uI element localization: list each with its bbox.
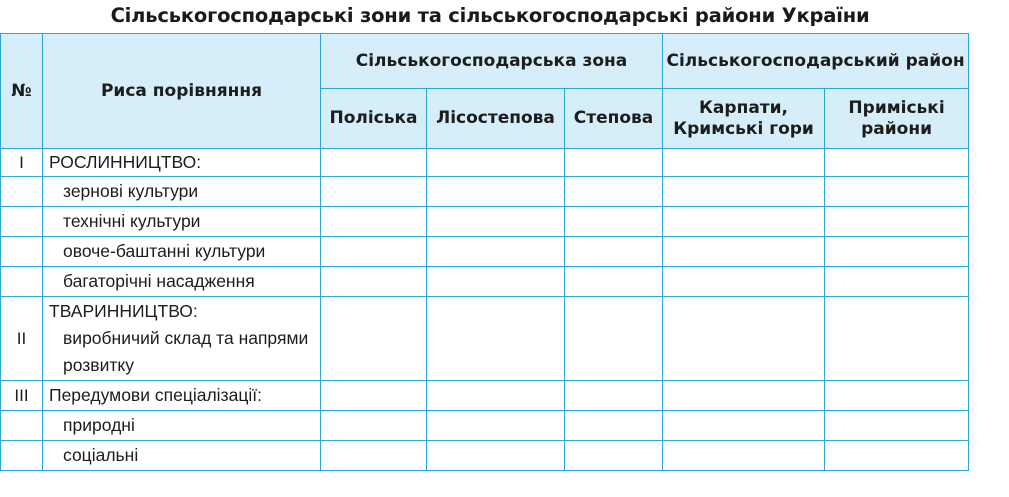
table-cell [427,297,565,381]
table-cell [663,297,825,381]
table-row [1,207,969,237]
row-label-group [43,297,321,381]
table-cell [321,381,427,411]
row-number [1,441,43,471]
header-col-carpathians-crimea: Карпати, Кримські гори [663,89,825,149]
table-cell [825,297,969,381]
row-number [1,237,43,267]
table-cell [427,267,565,297]
row-label: Передумови спеціалізації: [43,381,321,411]
row-number [1,207,43,237]
table-cell [825,237,969,267]
table-cell [663,381,825,411]
table-cell [825,441,969,471]
table-cell [565,237,663,267]
table-cell [663,267,825,297]
table-cell [663,237,825,267]
table-cell [427,237,565,267]
table-cell [321,207,427,237]
table-cell [427,177,565,207]
table-cell [321,441,427,471]
table-row [1,441,969,471]
table-cell [321,237,427,267]
table-row [1,297,969,381]
row-sublabel: виробничий склад та напрями розвитку [63,328,309,375]
table-cell [825,411,969,441]
table-cell [663,207,825,237]
header-number: № [1,34,43,149]
table-cell [565,207,663,237]
table-cell [427,381,565,411]
table-row [1,149,969,177]
header-col-polissia: Поліська [321,89,427,149]
row-label: технічні культури [43,207,321,237]
table-cell [825,381,969,411]
row-label: природні [43,411,321,441]
row-number [1,411,43,441]
table-cell [825,207,969,237]
table-cell [321,267,427,297]
page-title: Сільськогосподарські зони та сільськогосподарські райони України [110,4,870,27]
row-label: РОСЛИННИЦТВО: [43,149,321,177]
table-cell [663,441,825,471]
table-row [1,267,969,297]
row-label: овоче-баштанні культури [43,237,321,267]
table-cell [825,149,969,177]
table-cell [427,441,565,471]
table-cell [565,411,663,441]
table-row [1,411,969,441]
row-number [1,267,43,297]
table-cell [427,411,565,441]
table-cell [565,149,663,177]
table-cell [427,149,565,177]
table-cell [565,177,663,207]
table-cell [565,381,663,411]
row-label: соціальні [43,441,321,471]
header-col-suburban: Приміські райони [825,89,969,149]
header-row-top [1,34,969,89]
row-number: III [1,381,43,411]
table-cell [663,149,825,177]
table-cell [321,411,427,441]
table-cell [321,297,427,381]
table-cell [663,411,825,441]
row-label: ТВАРИННИЦТВО: [49,301,198,321]
table-cell [663,177,825,207]
table-row [1,237,969,267]
header-col-forest-steppe: Лісостепова [427,89,565,149]
table-cell [825,267,969,297]
row-number [1,177,43,207]
row-label: багаторічні насадження [43,267,321,297]
table-cell [565,297,663,381]
row-number: II [1,297,43,381]
header-feature: Риса порівняння [43,34,321,149]
header-zone-group: Сільськогосподарська зона [321,34,663,89]
table-cell [321,149,427,177]
table-cell [321,177,427,207]
table-row [1,177,969,207]
row-number: I [1,149,43,177]
table-row [1,381,969,411]
table-cell [825,177,969,207]
table-cell [565,441,663,471]
comparison-table [0,33,969,471]
header-region-group: Сільськогосподарський район [663,34,969,89]
table-cell [565,267,663,297]
row-label: зернові культури [43,177,321,207]
table-cell [427,207,565,237]
header-col-steppe: Степова [565,89,663,149]
